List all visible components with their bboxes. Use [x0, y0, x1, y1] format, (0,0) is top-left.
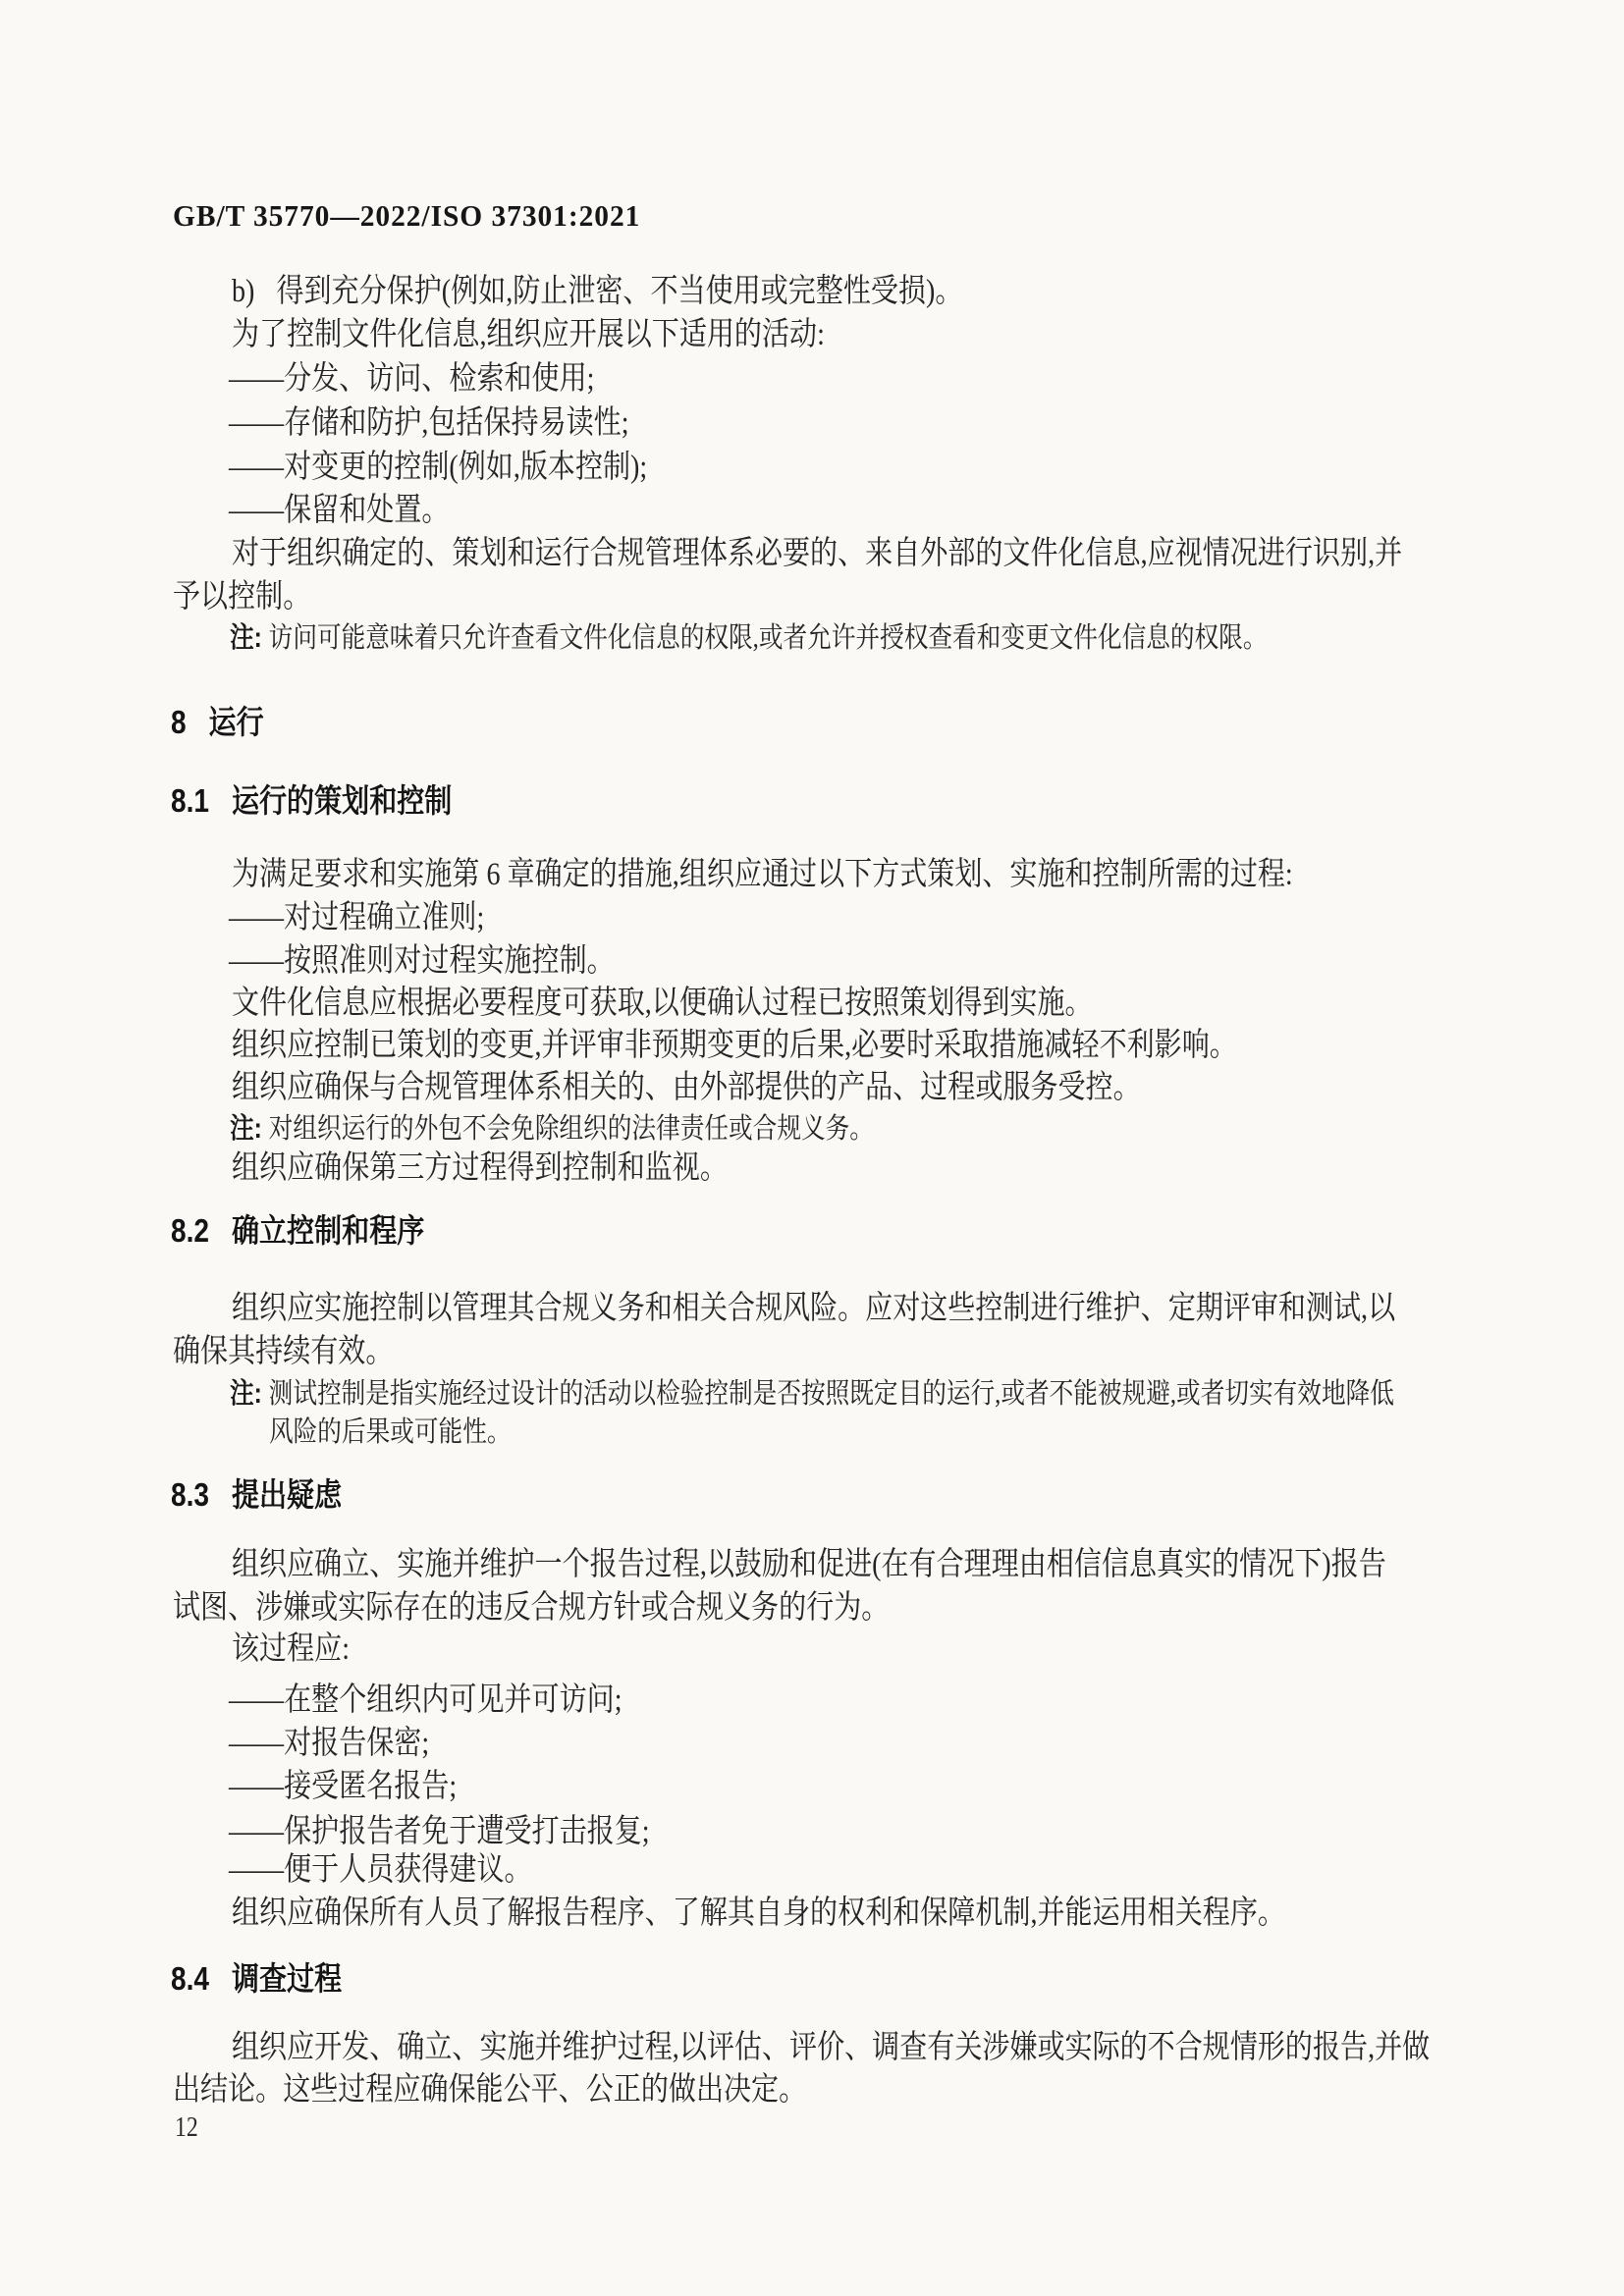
clause8-title: 运行 [208, 704, 264, 740]
clause7-dash-item: ——对变更的控制(例如,版本控制); [229, 450, 648, 485]
clause8-3-dash-item: ——便于人员获得建议。 [229, 1852, 532, 1888]
clause8-2-title: 确立控制和程序 [231, 1212, 425, 1249]
clause8-2-note-line1 [230, 1378, 1394, 1410]
clause8-1-paragraph: 组织应确保与合规管理体系相关的、由外部提供的产品、过程或服务受控。 [232, 1070, 1141, 1105]
note-text: 访问可能意味着只允许查看文件化信息的权限,或者允许并授权查看和变更文件化信息的权限。 [268, 622, 1268, 654]
clause8-3-dash-item: ——对报告保密; [229, 1726, 430, 1761]
clause8-4-number: 8.4 [171, 1960, 209, 1997]
page-number: 12 [175, 2112, 198, 2143]
clause7-dash-item: ——保留和处置。 [229, 493, 450, 528]
clause7-note [230, 622, 1267, 654]
clause8-3-paragraph-line2: 试图、涉嫌或实际存在的违反合规方针或合规义务的行为。 [173, 1590, 890, 1626]
clause8-4-paragraph-line1: 组织应开发、确立、实施并维护过程,以评估、评价、调查有关涉嫌或实际的不合规情形的报告,并做 [232, 2030, 1431, 2065]
clause8-1-paragraph: 文件化信息应根据必要程度可获取,以便确认过程已按照策划得到实施。 [232, 986, 1093, 1021]
clause8-3-dash-item: ——在整个组织内可见并可访问; [229, 1682, 623, 1718]
clause8-1-title: 运行的策划和控制 [231, 782, 453, 819]
clause8-1-heading [171, 783, 452, 819]
clause8-3-dash-item: ——接受匿名报告; [229, 1769, 458, 1804]
note-text: 测试控制是指实施经过设计的活动以检验控制是否按照既定目的运行,或者不能被规避,或者切实有效地降低 [268, 1378, 1394, 1410]
clause7-external-info-paragraph-line1: 对于组织确定的、策划和运行合规管理体系必要的、来自外部的文件化信息,应视情况进行识别,并 [232, 536, 1403, 571]
clause8-3-paragraph: 该过程应: [232, 1631, 350, 1667]
clause8-1-paragraph: 组织应控制已策划的变更,并评审非预期变更的后果,必要时采取措施减轻不利影响。 [232, 1028, 1237, 1063]
clause8-2-heading [171, 1213, 424, 1249]
clause8-3-paragraph-line1: 组织应确立、实施并维护一个报告过程,以鼓励和促进(在有合理理由相信信息真实的情况下)报告 [232, 1547, 1386, 1582]
note-text: 对组织运行的外包不会免除组织的法律责任或合规义务。 [268, 1113, 874, 1145]
clause8-1-dash-item: ——按照准则对过程实施控制。 [229, 943, 615, 979]
clause8-2-note-line2: 风险的后果或可能性。 [269, 1416, 512, 1448]
clause7-item-b [232, 274, 962, 309]
clause8-4-paragraph-line2: 出结论。这些过程应确保能公平、公正的做出决定。 [173, 2072, 807, 2108]
clause8-3-title: 提出疑虑 [231, 1476, 343, 1513]
clause8-1-number: 8.1 [171, 782, 209, 819]
clause8-4-heading [171, 1961, 342, 1997]
note-label: 注: [230, 1113, 262, 1145]
clause7-dash-item: ——存储和防护,包括保持易读性; [229, 405, 629, 441]
note-label: 注: [230, 1378, 262, 1410]
clause8-2-paragraph-line2: 确保其持续有效。 [173, 1334, 394, 1369]
clause8-2-number: 8.2 [171, 1212, 209, 1249]
clause8-1-paragraph: 组织应确保第三方过程得到控制和监视。 [232, 1150, 728, 1186]
clause8-4-title: 调查过程 [231, 1960, 343, 1997]
clause8-1-note [230, 1113, 874, 1145]
clause7-intro-paragraph: 为了控制文件化信息,组织应开展以下适用的活动: [232, 317, 825, 352]
clause8-number: 8 [171, 704, 187, 740]
clause8-3-number: 8.3 [171, 1476, 209, 1513]
clause7-item-b-label: b) [232, 274, 255, 309]
clause8-heading [171, 705, 264, 740]
clause7-dash-item: ——分发、访问、检索和使用; [229, 361, 595, 397]
clause8-3-dash-item: ——保护报告者免于遭受打击报复; [229, 1814, 650, 1849]
standard-code-header: GB/T 35770—2022/ISO 37301:2021 [173, 198, 641, 233]
clause8-1-dash-item: ——对过程确立准则; [229, 900, 485, 935]
clause8-3-heading [171, 1477, 342, 1513]
note-label: 注: [230, 622, 262, 654]
clause8-1-paragraph: 为满足要求和实施第 6 章确定的措施,组织应通过以下方式策划、实施和控制所需的过程: [232, 857, 1293, 892]
clause8-2-paragraph-line1: 组织应实施控制以管理其合规义务和相关合规风险。应对这些控制进行维护、定期评审和测试,以 [232, 1291, 1396, 1326]
clause7-external-info-paragraph-line2: 予以控制。 [173, 579, 311, 614]
clause7-item-b-text: 得到充分保护(例如,防止泄密、不当使用或完整性受损)。 [276, 274, 963, 309]
clause8-3-paragraph: 组织应确保所有人员了解报告程序、了解其自身的权利和保障机制,并能运用相关程序。 [232, 1896, 1285, 1931]
